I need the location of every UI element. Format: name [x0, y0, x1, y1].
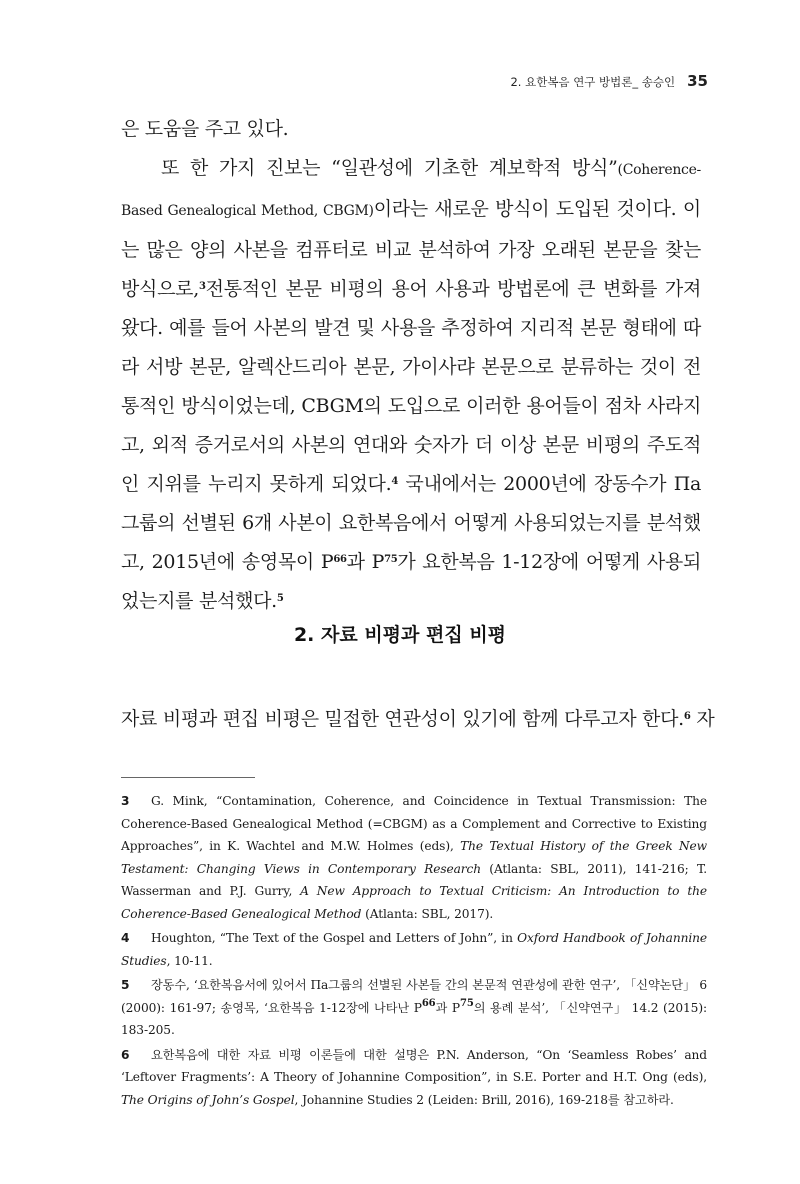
text-span: 장동수, ‘요한복음서에 있어서 Πa그룹의 선별된 사본들 간의 본문적 연관성에 관한 연구’, 「신약논단」 6 (2000): 161-97; 송영목, ‘요한복음 1-12장에 나타난 P: [121, 978, 707, 1015]
paragraph-continuation: 은 도움을 주고 있다.: [121, 118, 289, 140]
footnotes: [121, 790, 707, 1113]
footnote-divider: [121, 777, 255, 778]
page-number: 35: [687, 72, 708, 90]
text-span: 의 용례 분석’, 「신약연구」 14.2 (2015): 183-205.: [121, 1000, 707, 1037]
running-title: 2. 요한복음 연구 방법론_ 송승인: [510, 75, 676, 89]
footnote-ref-6[interactable]: 6: [683, 711, 691, 722]
text-span-english: (Coherence-Based Genealogical Method, CBGM): [121, 162, 701, 219]
text-span: 국내에서는 2000년에 장동수가 Πa그룹의 선별된 6개 사본이 요한복음에서 어떻게 사용되었는지를 분석했고, 2015년에 송영목이 P: [121, 473, 701, 573]
text-span: 과 P: [435, 1000, 460, 1015]
footnote-number: 4: [121, 931, 130, 945]
footnote-ref-4[interactable]: 4: [391, 476, 399, 487]
footnote-number: 3: [121, 794, 130, 808]
text-span: Houghton, “The Text of the Gospel and Letters of John”, in: [151, 931, 518, 945]
superscript-66: 66: [333, 554, 347, 565]
footnote-number: 5: [121, 978, 130, 992]
book-title: Oxford Handbook of Johannine Studies: [121, 931, 707, 968]
text-span: , 10-11.: [166, 953, 213, 968]
footnote-ref-3[interactable]: 3: [198, 281, 206, 292]
book-title: A New Approach to Textual Criticism: An Introduction to the Coherence-Based Genealogical Method: [121, 884, 708, 921]
text-span: G. Mink, “Contamination, Coherence, and Coincidence in Textual Transmission: The Coherence-Based Genealogical Method (=CBGM) as a Complement and Corrective to Existing Approaches”, in K. Wachtel and M.W. Holmes (eds),: [121, 794, 707, 853]
superscript-66: 66: [421, 997, 436, 1009]
paragraph-cbgm: [121, 149, 701, 621]
superscript-75: 75: [384, 554, 398, 565]
text-span: 요한복음에 대한 자료 비평 이론들에 대한 설명은 P.N. Anderson, “On ‘Seamless Robes’ and ‘Leftover Fragments’: A Theory of Johannine Composition”, in S.E. Porter and H.T. Ong (eds),: [121, 1047, 707, 1084]
footnote-3: [121, 790, 707, 925]
footnote-4: [121, 927, 707, 972]
running-header: [510, 72, 708, 90]
book-title: The Textual History of the Greek New Testament: Changing Views in Contemporary Research: [121, 839, 707, 876]
section-body: [121, 700, 715, 739]
section-heading: 2. 자료 비평과 편집 비평: [293, 624, 507, 646]
footnote-number: 6: [121, 1047, 130, 1062]
text-span: 전통적인 본문 비평의 용어 사용과 방법론에 큰 변화를 가져왔다. 예를 들어 사본의 발견 및 사용을 추정하여 지리적 본문 형태에 따라 서방 본문, 알렉산드리아 본문, 가이사랴 본문으로 분류하는 것이 전통적인 방식이었는데, CBGM의 도입으로 이러한 용어들이 점차 사라지고, 외적 증거로서의 사본의 연대와 숫자가 더 이상 본문 비평의 주도적인 지위를 누리지 못하게 되었다.: [121, 278, 701, 495]
footnote-6: [121, 1044, 707, 1112]
text-span: 자료 비평과 편집 비평은 밀접한 연관성이 있기에 함께 다루고자 한다.: [121, 708, 684, 730]
text-span: (Atlanta: SBL, 2011), 141-216; T. Wasserman and P.J. Gurry,: [121, 861, 708, 898]
body-text: [121, 110, 701, 621]
text-span: 가 요한복음 1-12장에 어떻게 사용되었는지를 분석했다.: [121, 551, 701, 612]
footnote-5: [121, 974, 707, 1042]
footnote-ref-5[interactable]: 5: [276, 593, 284, 604]
text-span: , Johannine Studies 2 (Leiden: Brill, 2016), 169-218를 참고하라.: [294, 1092, 674, 1107]
text-span: 이라는 새로운 방식이 도입된 것이다. 이는 많은 양의 사본을 컴퓨터로 비교 분석하여 가장 오래된 본문을 찾는 방식으로,: [121, 198, 701, 300]
text-span: 자: [690, 708, 715, 730]
superscript-75: 75: [459, 997, 474, 1009]
text-span: 과 P: [346, 551, 385, 573]
text-span: 또 한 가지 진보는 “일관성에 기초한 계보학적 방식”: [161, 157, 618, 179]
text-span: (Atlanta: SBL, 2017).: [361, 906, 494, 921]
book-title: The Origins of John’s Gospel: [121, 1092, 295, 1107]
